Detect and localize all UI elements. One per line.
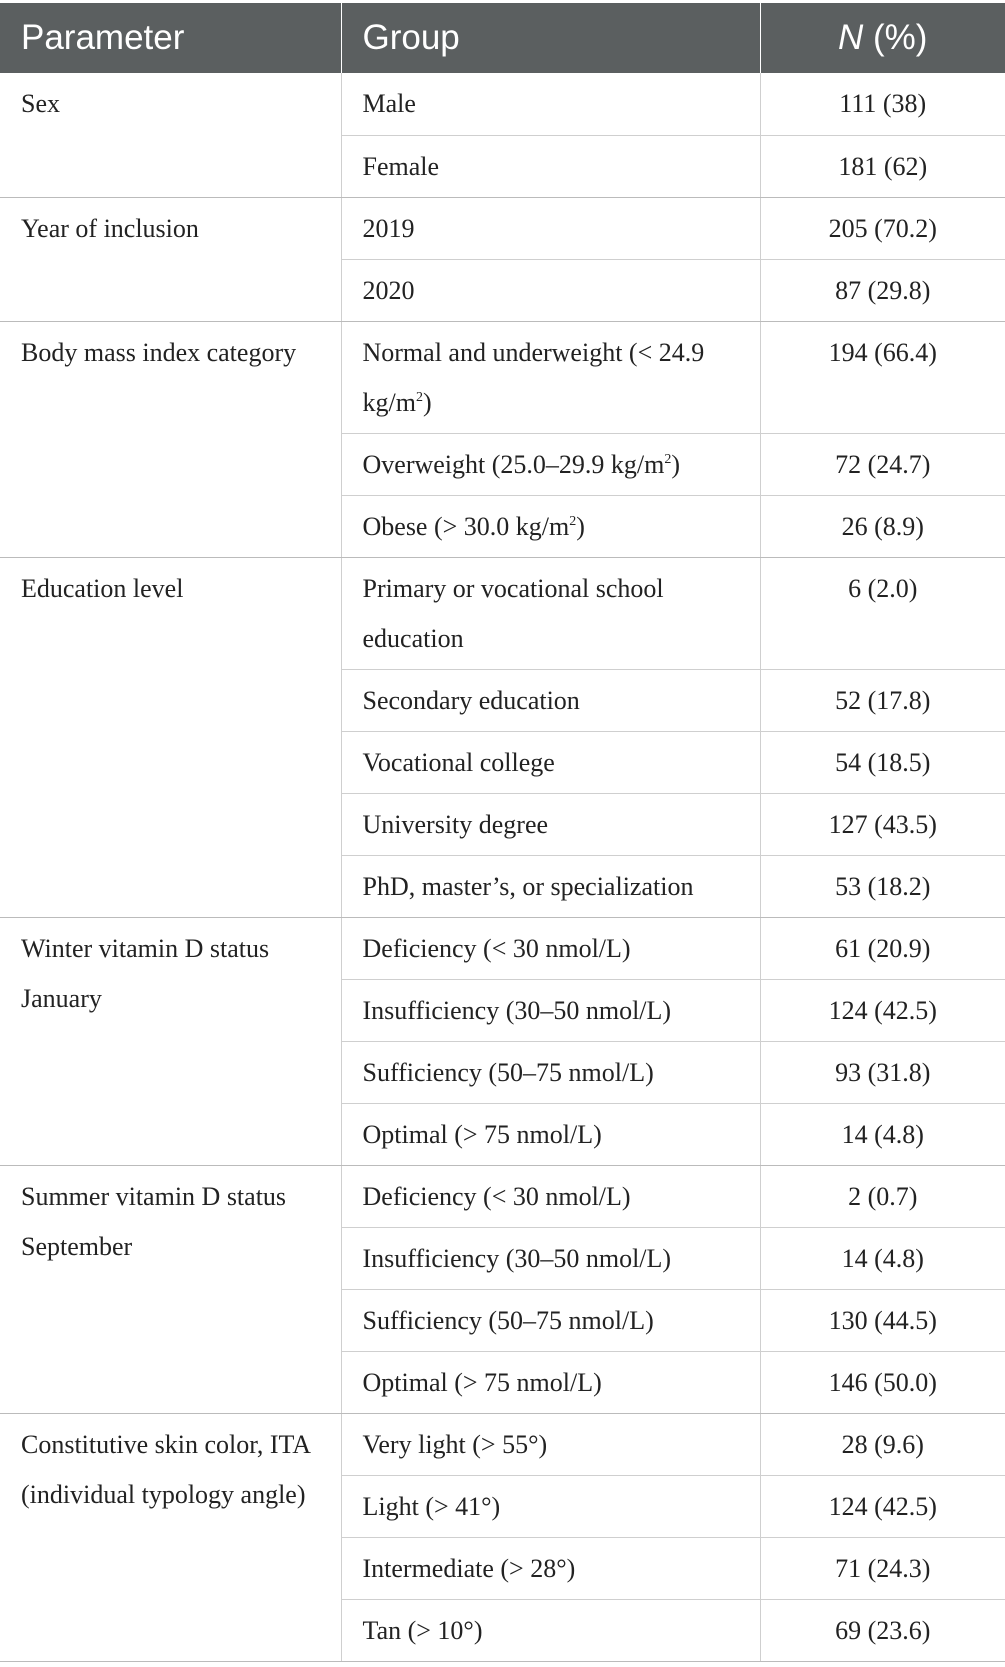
value-cell: 93 (31.8): [760, 1041, 1005, 1103]
group-text: Normal and underweight (< 24.9 kg/m: [362, 337, 705, 417]
superscript: 2: [569, 513, 577, 529]
table-row: [0, 73, 1005, 135]
demographics-table: [0, 3, 1005, 1662]
group-cell: University degree: [341, 793, 760, 855]
group-text-tail: ): [671, 449, 681, 479]
value-cell: 205 (70.2): [760, 197, 1005, 259]
superscript: 2: [664, 451, 672, 467]
value-cell: 52 (17.8): [760, 669, 1005, 731]
superscript: 2: [415, 389, 423, 405]
group-text-tail: ): [576, 511, 585, 541]
value-cell: 28 (9.6): [760, 1413, 1005, 1475]
value-cell: 26 (8.9): [760, 495, 1005, 557]
group-cell: Primary or vocational school education: [341, 557, 760, 669]
parameter-cell: Sex: [0, 73, 341, 197]
value-cell: 14 (4.8): [760, 1227, 1005, 1289]
value-cell: 54 (18.5): [760, 731, 1005, 793]
group-cell: Tan (> 10°): [341, 1599, 760, 1661]
value-cell: 124 (42.5): [760, 1475, 1005, 1537]
table-header: [0, 3, 1005, 73]
group-cell: 2020: [341, 259, 760, 321]
value-cell: 69 (23.6): [760, 1599, 1005, 1661]
header-group: Group: [341, 3, 760, 73]
value-cell: 146 (50.0): [760, 1351, 1005, 1413]
group-cell: Insufficiency (30–50 nmol/L): [341, 1227, 760, 1289]
header-percent: (%): [873, 18, 928, 57]
group-cell: Deficiency (< 30 nmol/L): [341, 917, 760, 979]
value-cell: 14 (4.8): [760, 1103, 1005, 1165]
group-cell: Optimal (> 75 nmol/L): [341, 1103, 760, 1165]
value-cell: 130 (44.5): [760, 1289, 1005, 1351]
table-row: [0, 917, 1005, 979]
value-cell: 6 (2.0): [760, 557, 1005, 669]
header-n-percent: [760, 3, 1005, 73]
group-cell: [341, 321, 760, 433]
parameter-cell: Body mass index category: [0, 321, 341, 557]
group-cell: Secondary education: [341, 669, 760, 731]
value-cell: 71 (24.3): [760, 1537, 1005, 1599]
value-cell: 87 (29.8): [760, 259, 1005, 321]
value-cell: 127 (43.5): [760, 793, 1005, 855]
value-cell: 72 (24.7): [760, 433, 1005, 495]
table-row: [0, 557, 1005, 669]
parameter-cell: Summer vitamin D status September: [0, 1165, 341, 1413]
value-cell: 111 (38): [760, 73, 1005, 135]
table-container: [0, 3, 1005, 1662]
value-cell: 124 (42.5): [760, 979, 1005, 1041]
table-row: [0, 1413, 1005, 1475]
group-cell: Very light (> 55°): [341, 1413, 760, 1475]
value-cell: 53 (18.2): [760, 855, 1005, 917]
table-row: [0, 1165, 1005, 1227]
parameter-cell: Year of inclusion: [0, 197, 341, 321]
parameter-cell: Education level: [0, 557, 341, 917]
group-cell: [341, 495, 760, 557]
group-cell: Sufficiency (50–75 nmol/L): [341, 1289, 760, 1351]
value-cell: 61 (20.9): [760, 917, 1005, 979]
group-cell: Insufficiency (30–50 nmol/L): [341, 979, 760, 1041]
group-cell: Vocational college: [341, 731, 760, 793]
value-cell: 194 (66.4): [760, 321, 1005, 433]
group-cell: Male: [341, 73, 760, 135]
group-cell: Sufficiency (50–75 nmol/L): [341, 1041, 760, 1103]
parameter-cell: Winter vitamin D status January: [0, 917, 341, 1165]
group-cell: Deficiency (< 30 nmol/L): [341, 1165, 760, 1227]
group-text: Overweight (25.0–29.9 kg/m: [362, 449, 665, 479]
group-cell: Intermediate (> 28°): [341, 1537, 760, 1599]
header-n: N: [838, 18, 864, 57]
group-cell: PhD, master’s, or specialization: [341, 855, 760, 917]
value-cell: 181 (62): [760, 135, 1005, 197]
parameter-cell: Constitutive skin color, ITA (individual typology angle): [0, 1413, 341, 1661]
group-cell: Light (> 41°): [341, 1475, 760, 1537]
group-text-tail: ): [422, 387, 432, 417]
group-cell: [341, 433, 760, 495]
group-cell: Optimal (> 75 nmol/L): [341, 1351, 760, 1413]
group-text: Obese (> 30.0 kg/m: [362, 511, 570, 541]
value-cell: 2 (0.7): [760, 1165, 1005, 1227]
group-cell: 2019: [341, 197, 760, 259]
header-parameter: Parameter: [0, 3, 341, 73]
group-cell: Female: [341, 135, 760, 197]
table-row: [0, 321, 1005, 433]
table-row: [0, 197, 1005, 259]
